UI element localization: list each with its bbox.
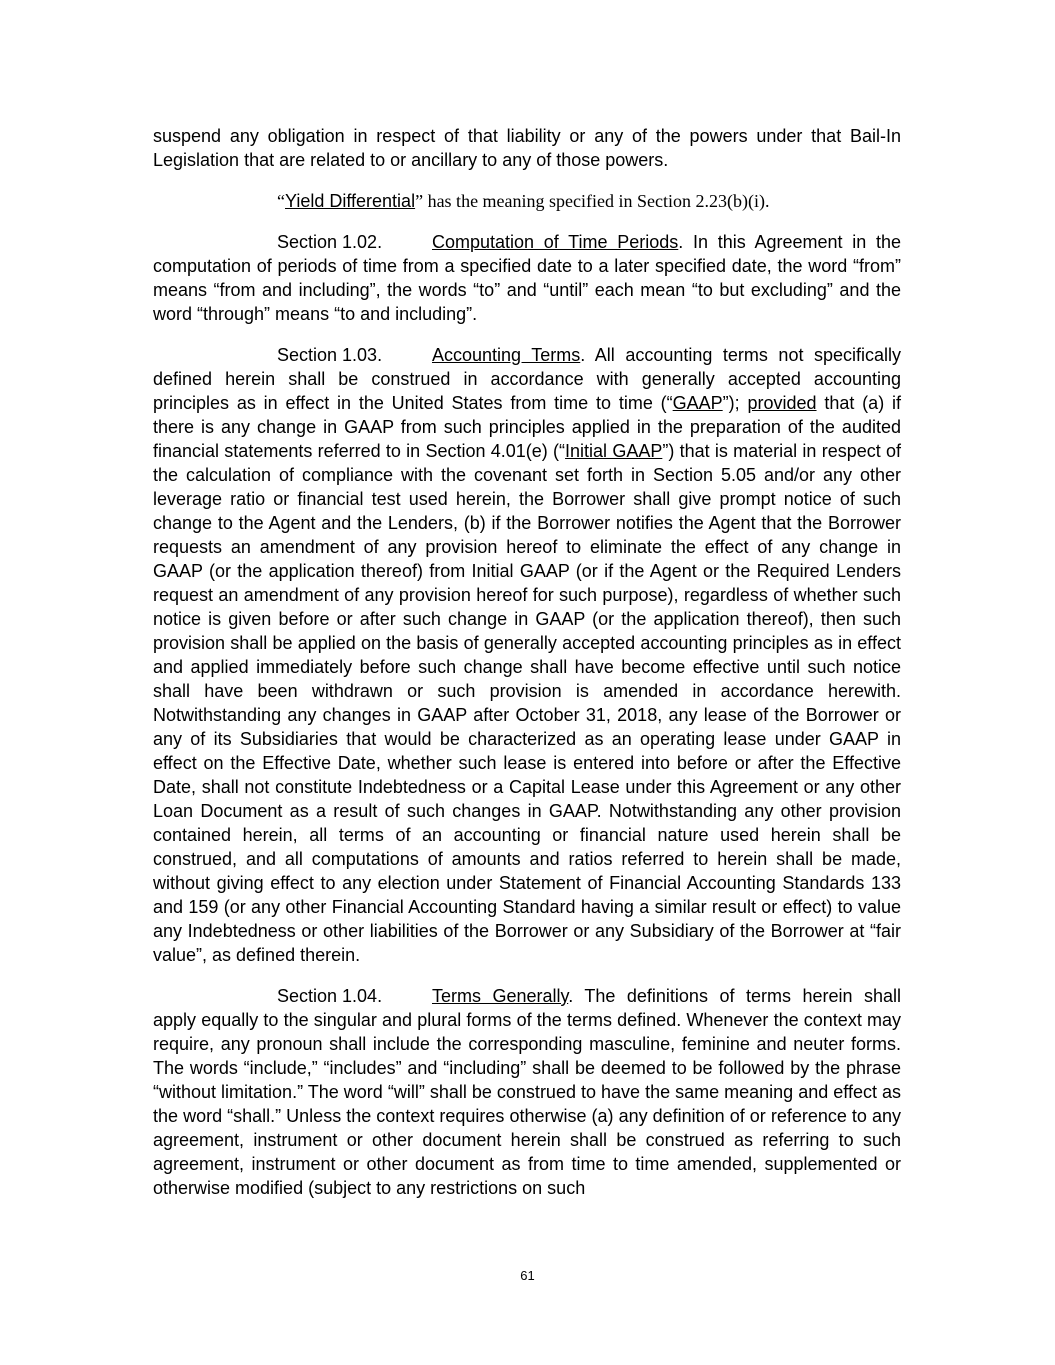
provided-term: provided [747, 393, 817, 413]
section-body-part: ”); [722, 393, 748, 413]
page-number: 61 [520, 1268, 535, 1283]
open-quote: “ [277, 191, 285, 211]
definition-text: ” has the meaning specified in Section 2.23(b)(i). [415, 191, 770, 211]
section-number: Section 1.04. [277, 986, 383, 1006]
section-heading: Terms Generally [432, 986, 569, 1006]
yield-differential-definition [153, 189, 901, 213]
defined-term-initial-gaap: Initial GAAP [565, 441, 663, 461]
section-1-03 [153, 343, 901, 967]
section-number: Section 1.02. [277, 232, 383, 252]
section-body-part: ”) that is material in respect of the calculation of compliance with the covenant set forth in Section 5.05 and/or any other leverage ratio or financial test used herein, the Borrower shall give prompt notice of such change to the Agent and the Lenders, (b) if the Borrower notifies the Agent that the Borrower requests an amendment of any provision hereof to eliminate the effect of any change in GAAP (or the application thereof) from Initial GAAP (or if the Agent or the Required Lenders request an amendment of any provision hereof for such purpose), regardless of whether such notice is given before or after such change in GAAP (or the application thereof), then such provision shall be applied on the basis of generally accepted accounting principles as in effect and applied immediately before such change shall have become effective until such notice shall have been withdrawn or such provision is amended in accordance herewith. Notwithstanding any changes in GAAP after October 31, 2018, any lease of the Borrower or any of its Subsidiaries that would be characterized as an operating lease under GAAP in effect on the Effective Date, whether such lease is entered into before or after the Effective Date, shall not constitute Indebtedness or a Capital Lease under this Agreement or any other Loan Document as a result of such changes in GAAP. Notwithstanding any other provision contained herein, all terms of an accounting or financial nature used herein shall be construed, and all computations of amounts and ratios referred to herein shall be made, without giving effect to any election under Statement of Financial Accounting Standards 133 and 159 (or any other Financial Accounting Standard having a similar result or effect) to value any Indebtedness or other liabilities of the Borrower or any Subsidiary of the Borrower at “fair value”, as defined therein. [153, 441, 901, 965]
section-body-part: that (a) if there is any change in GAAP from such principles applied in the preparation of the audited financial statements referred to in Section 4.01(e) (“ [153, 393, 901, 461]
section-body-part: . All accounting terms not specifically defined herein shall be construed in accordance with generally accepted accounting principles as in effect in the United States from time to time (“ [153, 345, 902, 413]
section-body: . In this Agreement in the computation of periods of time from a specified date to a later specified date, the word “from” means “from and including”, the words “to” and “until” each mean “to but excluding” and the word “through” means “to and including”. [153, 232, 901, 324]
document-page [153, 124, 901, 1217]
defined-term-gaap: GAAP [672, 393, 723, 413]
carryover-paragraph: suspend any obligation in respect of that liability or any of the powers under that Bail-In Legislation that are related to or ancillary to any of those powers. [153, 126, 901, 170]
section-body: . The definitions of terms herein shall apply equally to the singular and plural forms of the terms defined. Whenever the context may require, any pronoun shall include the corresponding masculine, feminine and neuter forms. The words “include,” “includes” and “including” shall be deemed to be followed by the phrase “without limitation.” The word “will” shall be construed to have the same meaning and effect as the word “shall.” Unless the context requires otherwise (a) any definition of or reference to any agreement, instrument or other document herein shall be construed as referring to such agreement, instrument or other document as from time to time amended, supplemented or otherwise modified (subject to any restrictions on such [153, 986, 901, 1198]
defined-term-yield-differential: Yield Differential [285, 191, 416, 211]
section-heading: Accounting Terms [432, 345, 581, 365]
section-1-02 [153, 230, 901, 326]
section-1-04 [153, 984, 901, 1200]
section-heading: Computation of Time Periods [432, 232, 679, 252]
section-number: Section 1.03. [277, 345, 383, 365]
